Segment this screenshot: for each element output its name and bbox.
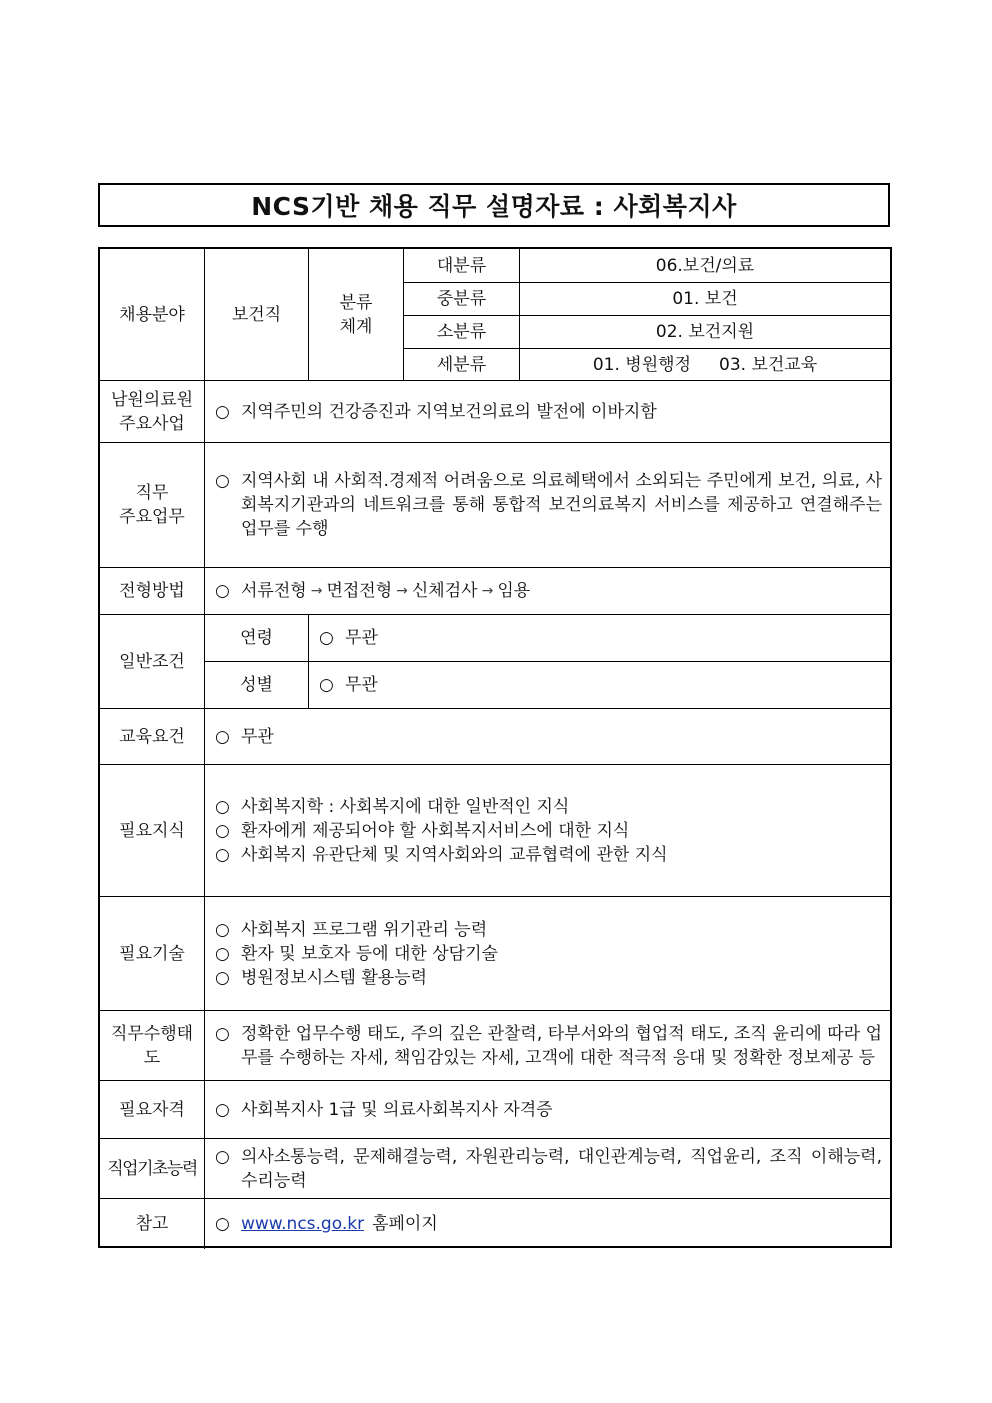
selection-step-4: 임용 bbox=[497, 581, 531, 601]
page-title: NCS기반 채용 직무 설명자료 : 사회복지사 bbox=[98, 183, 890, 227]
qualification-content bbox=[205, 1081, 890, 1139]
major-label: 대분류 bbox=[404, 249, 520, 283]
major-value: 06.보건/의료 bbox=[520, 249, 890, 283]
skill-item: 병원정보시스템 활용능력 bbox=[241, 967, 428, 988]
business-label: 남원의료원 주요사업 bbox=[100, 381, 205, 443]
gender-content bbox=[309, 662, 890, 709]
attitude-label: 직무수행태도 bbox=[100, 1011, 205, 1081]
skill-item: 사회복지 프로그램 위기관리 능력 bbox=[241, 919, 488, 940]
selection-content bbox=[205, 568, 890, 615]
skills-content bbox=[205, 897, 890, 1011]
qualification-label: 필요자격 bbox=[100, 1081, 205, 1139]
selection-step-2: 면접전형 bbox=[326, 581, 393, 601]
arrow-icon: → bbox=[396, 583, 408, 599]
business-text: 지역주민의 건강증진과 지역보건의료의 발전에 이바지함 bbox=[241, 401, 657, 422]
ncs-website-link[interactable]: www.ncs.go.kr bbox=[241, 1214, 365, 1234]
gender-value: 무관 bbox=[345, 675, 378, 695]
bullet-icon: ○ bbox=[215, 401, 230, 422]
attitude-text: 정확한 업무수행 태도, 주의 깊은 관찰력, 타부서와의 협업적 태도, 조직 윤리에 따라 업무를 수행하는 자세, 책임감있는 자세, 고객에 대한 적극적 응대 및 정확한 정보제공 등 bbox=[241, 1023, 882, 1068]
detail-value bbox=[520, 349, 890, 381]
field-value: 보건직 bbox=[205, 249, 309, 381]
reference-suffix: 홈페이지 bbox=[372, 1214, 438, 1234]
bullet-icon: ○ bbox=[319, 675, 334, 695]
bullet-icon: ○ bbox=[215, 820, 230, 841]
bullet-icon: ○ bbox=[215, 967, 230, 988]
bullet-icon: ○ bbox=[215, 919, 230, 940]
knowledge-item: 사회복지 유관단체 및 지역사회와의 교류협력에 관한 지식 bbox=[241, 844, 668, 865]
skill-item: 환자 및 보호자 등에 대한 상담기술 bbox=[241, 943, 498, 964]
middle-label: 중분류 bbox=[404, 283, 520, 316]
age-label: 연령 bbox=[205, 615, 309, 662]
bullet-icon: ○ bbox=[215, 471, 230, 491]
detail-value-1: 01. 병원행정 bbox=[592, 354, 691, 375]
bullet-icon: ○ bbox=[215, 796, 230, 817]
gender-label: 성별 bbox=[205, 662, 309, 709]
bullet-icon: ○ bbox=[215, 844, 230, 865]
bullet-icon: ○ bbox=[215, 1099, 230, 1120]
knowledge-label: 필요지식 bbox=[100, 765, 205, 897]
middle-value: 01. 보건 bbox=[520, 283, 890, 316]
education-content bbox=[205, 709, 890, 765]
arrow-icon: → bbox=[481, 583, 494, 599]
bullet-icon: ○ bbox=[215, 1214, 230, 1234]
bullet-icon: ○ bbox=[215, 943, 230, 964]
general-label: 일반조건 bbox=[100, 615, 205, 709]
basic-ability-text: 의사소통능력, 문제해결능력, 자원관리능력, 대인관계능력, 직업윤리, 조직 이해능력, 수리능력 bbox=[241, 1146, 882, 1191]
education-label: 교육요건 bbox=[100, 709, 205, 765]
system-label: 분류 체계 bbox=[309, 249, 404, 381]
detail-label: 세분류 bbox=[404, 349, 520, 381]
business-content bbox=[205, 381, 890, 443]
bullet-icon: ○ bbox=[215, 726, 230, 747]
basic-ability-content bbox=[205, 1139, 890, 1199]
reference-content bbox=[205, 1199, 890, 1249]
field-label: 채용분야 bbox=[100, 249, 205, 381]
skills-label: 필요기술 bbox=[100, 897, 205, 1011]
attitude-content bbox=[205, 1011, 890, 1081]
arrow-icon: → bbox=[310, 583, 323, 599]
knowledge-item: 사회복지학 : 사회복지에 대한 일반적인 지식 bbox=[241, 796, 570, 817]
bullet-icon: ○ bbox=[215, 581, 230, 601]
basic-ability-label: 직업기초능력 bbox=[100, 1139, 205, 1199]
duty-label: 직무 주요업무 bbox=[100, 443, 205, 568]
bullet-icon: ○ bbox=[215, 1146, 230, 1167]
bullet-icon: ○ bbox=[215, 1023, 230, 1044]
duty-content bbox=[205, 443, 890, 568]
job-description-table bbox=[98, 247, 892, 1248]
age-content bbox=[309, 615, 890, 662]
knowledge-content bbox=[205, 765, 890, 897]
duty-text: 지역사회 내 사회적.경제적 어려움으로 의료혜택에서 소외되는 주민에게 보건, 의료, 사회복지기관과의 네트워크를 통해 통합적 보건의료복지 서비스를 제공하고 연결해주는 업무를 수행 bbox=[241, 471, 882, 539]
selection-step-3: 신체검사 bbox=[411, 581, 478, 601]
knowledge-item: 환자에게 제공되어야 할 사회복지서비스에 대한 지식 bbox=[241, 820, 630, 841]
minor-value: 02. 보건지원 bbox=[520, 316, 890, 349]
reference-label: 참고 bbox=[100, 1199, 205, 1249]
age-value: 무관 bbox=[345, 628, 378, 648]
selection-label: 전형방법 bbox=[100, 568, 205, 615]
detail-value-2: 03. 보건교육 bbox=[719, 354, 818, 375]
minor-label: 소분류 bbox=[404, 316, 520, 349]
education-value: 무관 bbox=[241, 726, 274, 747]
qualification-text: 사회복지사 1급 및 의료사회복지사 자격증 bbox=[241, 1099, 553, 1120]
selection-step-1: 서류전형 bbox=[241, 581, 307, 601]
bullet-icon: ○ bbox=[319, 628, 334, 648]
